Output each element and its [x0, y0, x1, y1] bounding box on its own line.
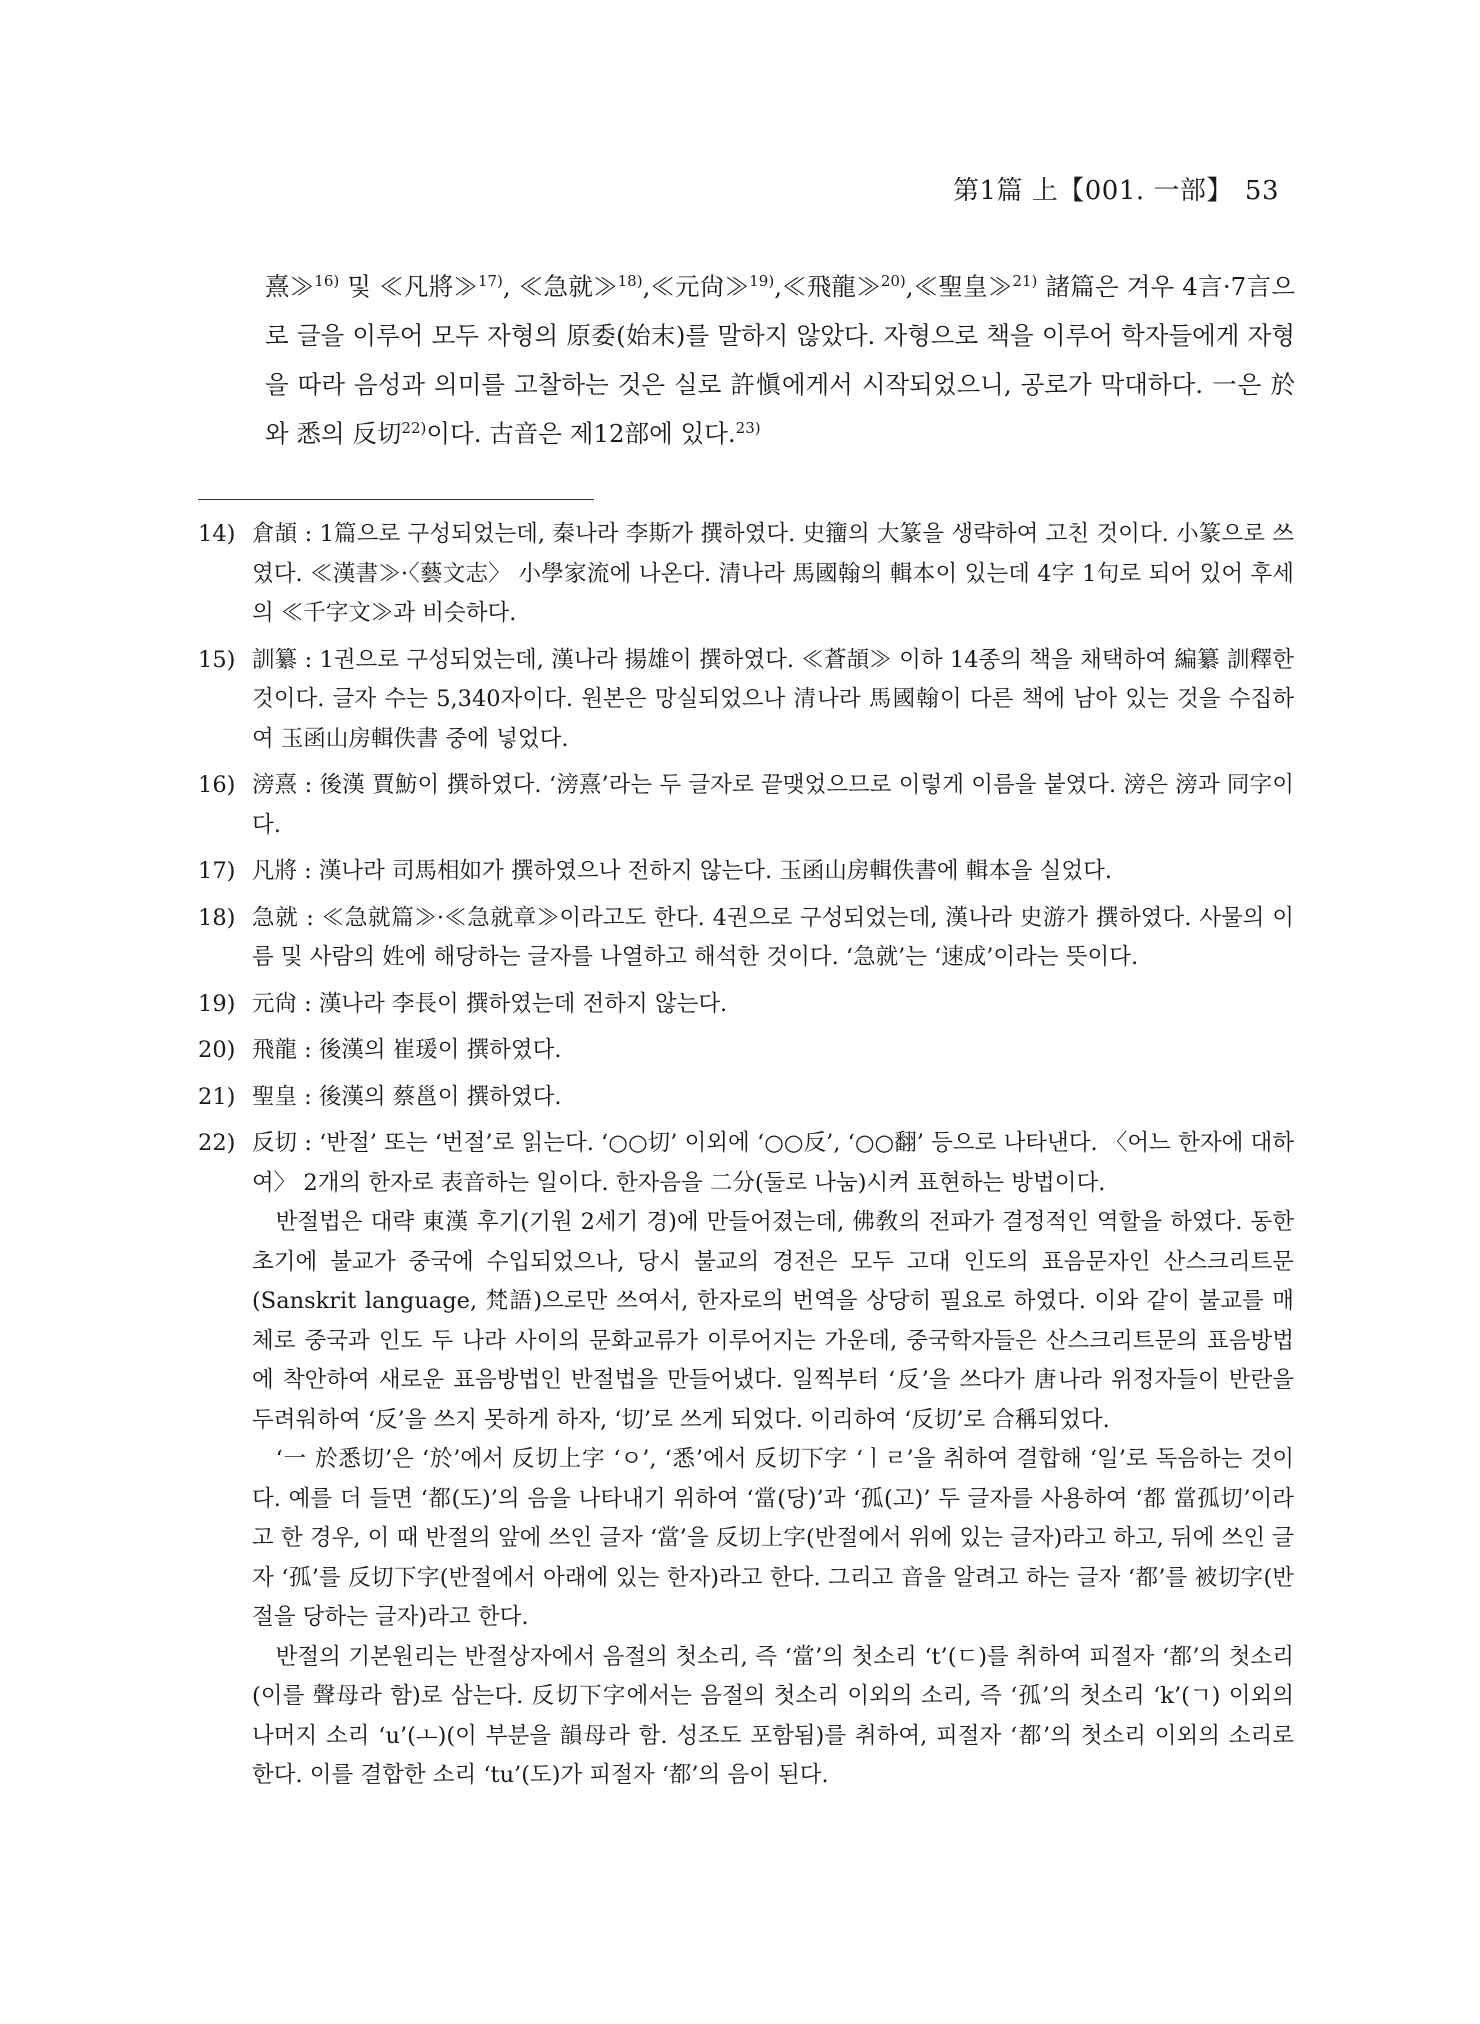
- footnote-text: 訓纂 : 1권으로 구성되었는데, 漢나라 揚雄이 撰하였다. ≪蒼頡≫ 이하 14종의 책을 채택하여 編纂 訓釋한 것이다. 글자 수는 5,340자이다. 원본은 망실되었으나 清나라 馬國翰이 다른 책에 남아 있는 것을 수집하여 玉函山房輯佚書 중에 넣었다.: [252, 646, 1294, 752]
- footnote-number: 22): [198, 1130, 236, 1156]
- footnote-number: 14): [198, 521, 236, 547]
- footnote: [198, 852, 1294, 892]
- footnote: [198, 1124, 1294, 1796]
- footnote-number: 20): [198, 1037, 236, 1063]
- footnote-body: [252, 1124, 1294, 1796]
- footnote-text: 凡將 : 漢나라 司馬相如가 撰하였으나 전하지 않는다. 玉函山房輯佚書에 輯本을 실었다.: [252, 858, 1112, 884]
- footnote: [198, 1031, 1294, 1071]
- footnote: [198, 641, 1294, 760]
- footnote: [198, 515, 1294, 634]
- footnote: [198, 985, 1294, 1025]
- running-header: [953, 170, 1279, 207]
- body-paragraph: 熹≫$^{16)}$ 및 ≪凡將≫$^{17)}$, ≪急就≫$^{18)}$,≪元尙≫$^{19)}$,≪飛龍≫$^{20)}$,≪聖皇≫$^{21)}$ 諸篇은 겨우 4言·7言으로 글을 이루어 모두 자형의 原委(始末)를 말하지 않았다. 자형으로 책을 이루어 학자들에게 자형을 따라 음성과 의미를 고찰하는 것은 실로 許愼에게서 시작되었으니, 공로가 막대하다. 一은 於와 悉의 反切$^{22)}$이다. 古音은 제12部에 있다.$^{23)}$: [265, 271, 1295, 448]
- footnote-number: 16): [198, 772, 236, 798]
- footnote-number: 17): [198, 858, 236, 884]
- footnote: [198, 1078, 1294, 1118]
- footnote-number: 19): [198, 990, 236, 1017]
- footnote-paragraph: 반절법은 대략 東漢 후기(기원 2세기 경)에 만들어졌는데, 佛敎의 전파가 결정적인 역할을 하였다. 동한 초기에 불교가 중국에 수입되었으나, 당시 불교의 경전은 모두 고대 인도의 표음문자인 산스크리트문(Sanskrit language, 梵語)으로만 쓰여서, 한자로의 번역을 상당히 필요로 하였다. 이와 같이 불교를 매체로 중국과 인도 두 나라 사이의 문화교류가 이루어지는 가운데, 중국학자들은 산스크리트문의 표음방법에 착안하여 새로운 표음방법인 반절법을 만들어냈다. 일찍부터 ‘反’을 쓰다가 唐나라 위정자들이 반란을 두려워하여 ‘反’을 쓰지 못하게 하자, ‘切’로 쓰게 되었다. 이리하여 ‘反切’로 合稱되었다.: [252, 1209, 1294, 1433]
- footnote-separator: [198, 499, 594, 500]
- footnotes: [198, 515, 1294, 1803]
- footnote-number: 15): [198, 646, 236, 673]
- footnote-number: 21): [198, 1083, 236, 1110]
- footnote-text: 聖皇 : 後漢의 蔡邕이 撰하였다.: [252, 1083, 562, 1110]
- footnote-text: 反切 : ‘반절’ 또는 ‘번절’로 읽는다. ‘○○切’ 이외에 ‘○○反’, ‘○○翻’ 등으로 나타낸다. 〈어느 한자에 대하여〉 2개의 한자로 表音하는 일이다. 한자음을 二分(둘로 나눔)시켜 표현하는 방법이다.: [252, 1130, 1294, 1196]
- footnote-text: 元尙 : 漢나라 李長이 撰하였는데 전하지 않는다.: [252, 990, 728, 1017]
- footnote: [198, 899, 1294, 978]
- footnote-text: 飛龍 : 後漢의 崔瑗이 撰하였다.: [252, 1037, 562, 1063]
- footnote-number: 18): [198, 904, 236, 931]
- footnote-text: 急就 : ≪急就篇≫·≪急就章≫이라고도 한다. 4권으로 구성되었는데, 漢나라 史游가 撰하였다. 사물의 이름 및 사람의 姓에 해당하는 글자를 나열하고 해석한 것이다. ‘急就’는 ‘速成’이라는 뜻이다.: [252, 904, 1294, 970]
- main-text: [265, 262, 1295, 458]
- footnote-paragraph: ‘一 於悉切’은 ‘於’에서 反切上字 ‘ㅇ’, ‘悉’에서 反切下字 ‘ㅣㄹ’을 취하여 결합해 ‘일’로 독음하는 것이다. 예를 더 들면 ‘都(도)’의 음을 나타내기 위하여 ‘當(당)’과 ‘孤(고)’ 두 글자를 사용하여 ‘都 當孤切’이라고 한 경우, 이 때 반절의 앞에 쓰인 글자 ‘當’을 反切上字(반절에서 위에 있는 글자)라고 하고, 뒤에 쓰인 글자 ‘孤’를 反切下字(반절에서 아래에 있는 한자)라고 한다. 그리고 音을 알려고 하는 글자 ‘都’를 被切字(반절을 당하는 글자)라고 한다.: [252, 1446, 1294, 1630]
- footnote-paragraph: 반절의 기본원리는 반절상자에서 음절의 첫소리, 즉 ‘當’의 첫소리 ‘t’(ㄷ)를 취하여 피절자 ‘都’의 첫소리(이를 聲母라 함)로 삼는다. 反切下字에서는 음절의 첫소리 이외의 소리, 즉 ‘孤’의 첫소리 ‘k’(ㄱ) 이외의 나머지 소리 ‘u’(ㅗ)(이 부분을 韻母라 함. 성조도 포함됨)를 취하여, 피절자 ‘都’의 첫소리 이외의 소리로 한다. 이를 결합한 소리 ‘tu’(도)가 피절자 ‘都’의 음이 된다.: [252, 1643, 1294, 1788]
- running-title: 第1篇 上【001. 一部】: [952, 176, 1233, 206]
- footnote: [198, 766, 1294, 845]
- footnote-text: 滂熹 : 後漢 賈魴이 撰하였다. ‘滂熹’라는 두 글자로 끝맺었으므로 이렇게 이름을 붙였다. 滂은 滂과 同字이다.: [252, 772, 1294, 838]
- footnote-text: 倉頡 : 1篇으로 구성되었는데, 秦나라 李斯가 撰하였다. 史籒의 大篆을 생략하여 고친 것이다. 小篆으로 쓰였다. ≪漢書≫·〈藝文志〉 小學家流에 나온다. 清나라 馬國翰의 輯本이 있는데 4字 1句로 되어 있어 후세의 ≪千字文≫과 비슷하다.: [252, 521, 1294, 626]
- page-number: 53: [1244, 176, 1279, 206]
